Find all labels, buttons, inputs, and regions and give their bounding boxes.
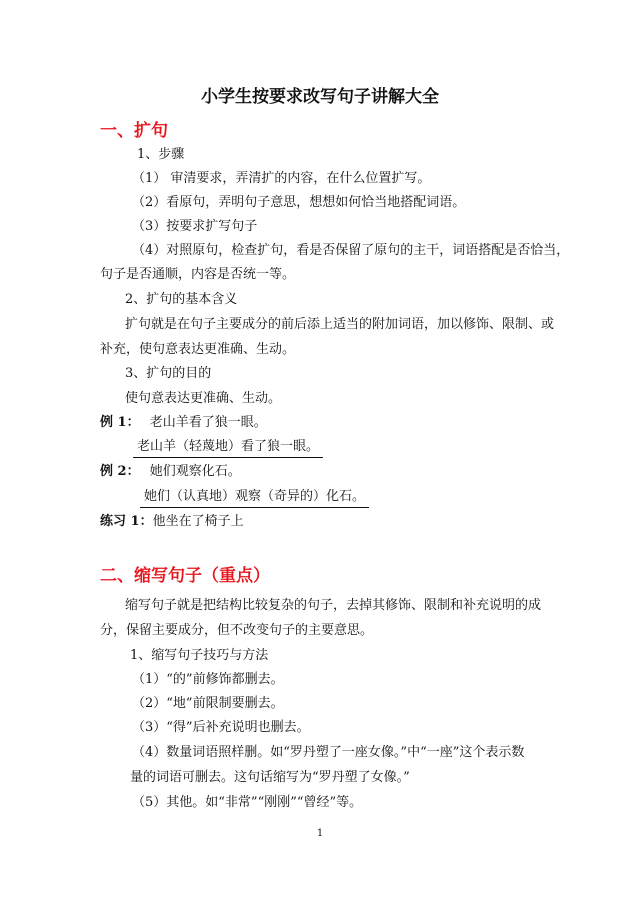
example-1-sentence: 老山羊看了狼一眼。 xyxy=(149,415,267,430)
example-1-label: 例 1： xyxy=(100,415,140,430)
meaning-title: 2、扩句的基本含义 xyxy=(125,292,238,307)
steps-title: 1、步骤 xyxy=(137,147,185,162)
meaning-line-1: 扩句就是在句子主要成分的前后添上适当的附加词语，加以修饰、限制、或 xyxy=(125,317,555,332)
document-title: 小学生按要求改写句子讲解大全 xyxy=(201,87,439,107)
purpose-title: 3、扩句的目的 xyxy=(125,366,212,381)
example-1 xyxy=(100,414,267,432)
step-3: （3）按要求扩写句子 xyxy=(132,219,258,234)
tips-title: 1、缩写句子技巧与方法 xyxy=(130,648,269,663)
page-number: 1 xyxy=(316,828,324,839)
example-2-answer: 她们（认真地）观察（奇异的）化石。 xyxy=(140,488,369,508)
exercise-1 xyxy=(100,513,244,531)
exercise-1-sentence: 他坐在了椅子上 xyxy=(152,514,244,529)
section-1-heading: 一、扩句 xyxy=(100,121,168,141)
tip-5: （5）其他。如“非常”“刚刚”“曾经”等。 xyxy=(132,795,363,810)
meaning-line-2: 补充，使句意表达更准确、生动。 xyxy=(100,342,296,357)
tip-1: （1）“的”前修饰都删去。 xyxy=(132,672,284,687)
intro-line-2: 分，保留主要成分，但不改变句子的主要意思。 xyxy=(100,623,374,638)
example-2-sentence: 她们观察化石。 xyxy=(149,464,241,479)
purpose-text: 使句意表达更准确、生动。 xyxy=(125,391,282,406)
section-2-heading: 二、缩写句子（重点） xyxy=(100,566,270,586)
example-1-answer: 老山羊（轻蔑地）看了狼一眼。 xyxy=(133,438,323,458)
tip-4: （4）数量词语照样删。如“罗丹塑了一座女像。”中“一座”这个表示数 xyxy=(132,745,525,760)
example-2-label: 例 2： xyxy=(100,464,140,479)
step-4: （4）对照原句，检查扩句，看是否保留了原句的主干，词语搭配是否恰当， xyxy=(132,243,570,258)
exercise-1-label: 练习 1： xyxy=(100,514,153,529)
step-2: （2）看原句，弄明句子意思，想想如何恰当地搭配词语。 xyxy=(132,195,466,210)
tip-4-continued: 量的词语可删去。这句话缩写为“罗丹塑了女像。” xyxy=(130,770,410,785)
tip-3: （3）“得”后补充说明也删去。 xyxy=(132,720,310,735)
step-1: （1） 审清要求，弄清扩的内容，在什么位置扩写。 xyxy=(132,171,431,186)
tip-2: （2）“地”前限制要删去。 xyxy=(132,696,284,711)
step-4-continued: 句子是否通顺，内容是否统一等。 xyxy=(100,267,296,282)
example-2 xyxy=(100,463,241,481)
intro-line-1: 缩写句子就是把结构比较复杂的句子，去掉其修饰、限制和补充说明的成 xyxy=(125,598,542,613)
